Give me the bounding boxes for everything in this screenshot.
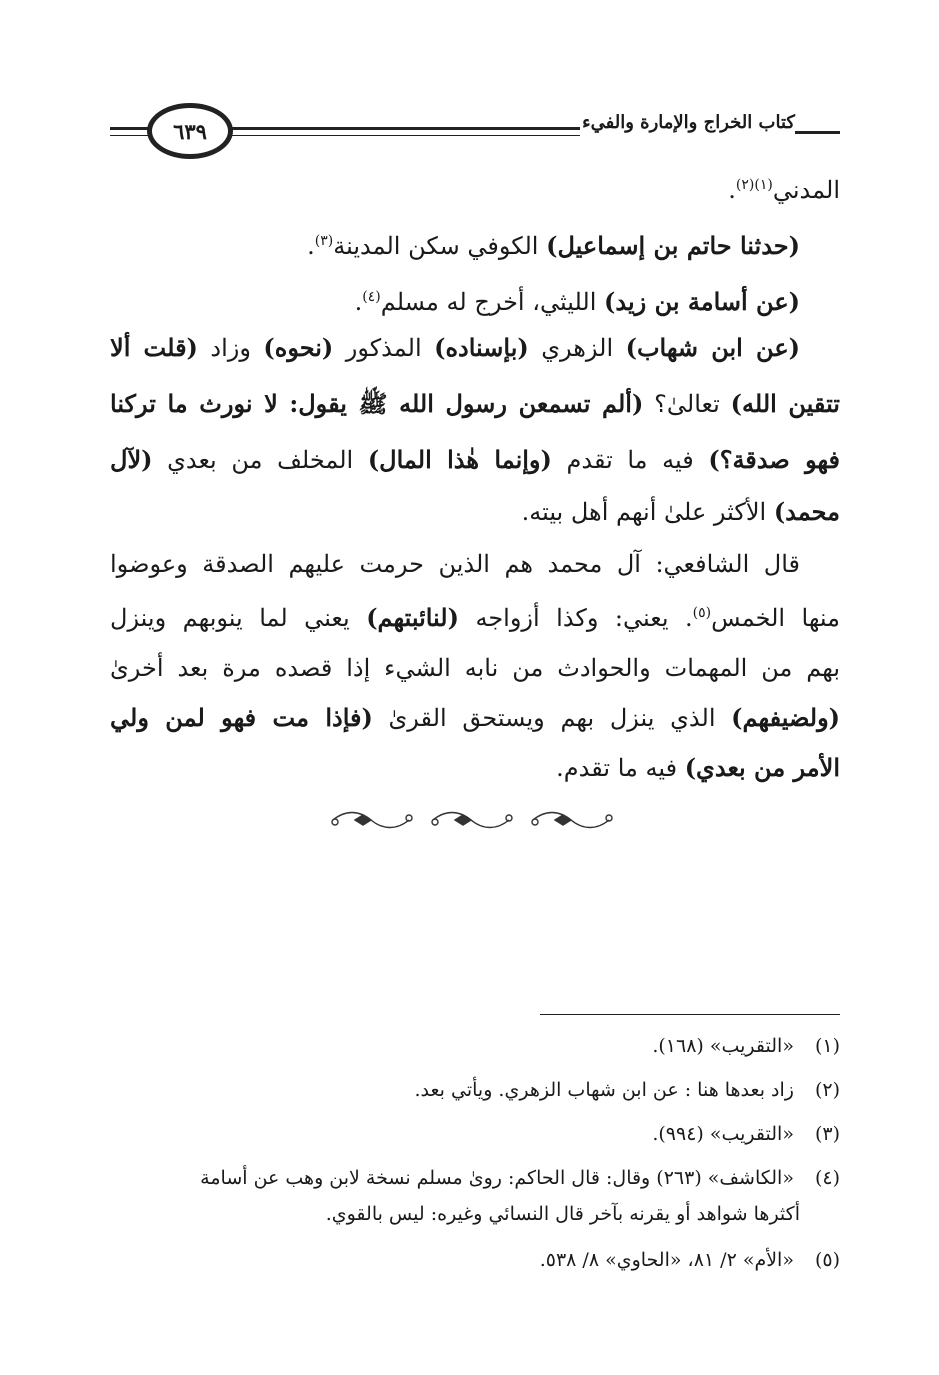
text-run: . يعني: وكذا أزواجه (458, 604, 693, 632)
bold-run: (قلت ألا (110, 333, 198, 362)
footnote-2 (110, 1074, 840, 1106)
text-line-9 (110, 590, 840, 646)
footnote-number: (٢) (814, 1079, 840, 1101)
text-run: قال الشافعي: آل محمد هم الذين حرمت عليهم الصدقة وعوضوا (110, 550, 800, 578)
text-line-2 (110, 218, 840, 274)
text-line-5 (110, 376, 840, 432)
text-run: الأكثر علىٰ أنهم أهل بيته. (521, 498, 774, 526)
ornament-unit (332, 813, 412, 828)
text-run: . (307, 232, 315, 260)
ornament-unit (532, 813, 612, 828)
bold-run: فهو صدقة؟) (708, 445, 841, 474)
footnote-separator (540, 1014, 840, 1015)
bold-run: (ألم تسمعن رسول الله ﷺ يقول: لا نورث ما تركنا (110, 389, 644, 418)
footnote-text: زاد بعدها هنا : عن ابن شهاب الزهري. ويأتي بعد. (414, 1079, 794, 1101)
bold-run: الأمر من بعدي) (684, 753, 840, 782)
text-run: يعني لما ينوبهم وينزل (110, 604, 367, 632)
footnote-ref: (٤) (362, 289, 381, 305)
section-end-ornament (325, 806, 625, 834)
text-run: . (728, 176, 736, 204)
bold-run: (بإسناده) (434, 333, 529, 362)
text-line-12 (110, 740, 840, 796)
footnote-1 (110, 1030, 840, 1062)
ornament-unit (432, 813, 512, 828)
text-line-7 (110, 484, 840, 540)
text-line-6 (110, 432, 840, 488)
text-run: الزهري (528, 334, 626, 362)
footnote-text: «الكاشف» (٢٦٣) وقال: قال الحاكم: روىٰ مسلم نسخة لابن وهب عن أسامة (200, 1167, 794, 1189)
footnote-text: أكثرها شواهد أو يقرنه بآخر قال النسائي وغيره: ليس بالقوي. (325, 1203, 800, 1225)
bold-run: (وإنما هٰذا المال) (367, 445, 552, 474)
text-run: . (354, 288, 363, 316)
page-number: ٦٣٩ (173, 118, 207, 144)
text-run: المخلف من بعدي (152, 446, 368, 474)
text-run: المدني (772, 176, 840, 204)
bold-run: (عن ابن شهاب) (625, 333, 800, 362)
running-head-title: كتاب الخراج والإمارة والفيء (582, 112, 795, 133)
text-run: الليثي، أخرج له مسلم (380, 288, 604, 316)
text-line-1 (110, 162, 840, 218)
header-rule-right (795, 131, 840, 134)
footnote-text: «الأم» ٢/ ٨١، «الحاوي» ٨/ ٥٣٨. (539, 1249, 794, 1271)
bold-run: (لنائبتهم) (366, 603, 459, 632)
text-run: فيه ما تقدم (551, 446, 709, 474)
footnote-number: (٣) (814, 1123, 840, 1145)
footnote-number: (٤) (814, 1167, 840, 1189)
text-line-11 (110, 690, 840, 746)
text-line-8 (110, 536, 840, 592)
footnote-number: (١) (814, 1035, 840, 1057)
bold-run: (لآل (110, 445, 153, 474)
text-run: وزاد (197, 334, 264, 362)
footnote-3 (110, 1118, 840, 1150)
text-line-10 (110, 640, 840, 696)
bold-run: (فإذا مت فهو لمن ولي (110, 703, 373, 732)
footnote-5 (110, 1244, 840, 1276)
page-number-badge (147, 103, 233, 159)
bold-run: (نحوه) (263, 333, 334, 362)
bold-run: تتقين الله) (730, 389, 840, 418)
bold-run: (عن أسامة بن زيد) (604, 287, 800, 316)
bold-run: محمد) (773, 497, 840, 526)
text-run: منها الخمس (711, 604, 841, 632)
bold-run: (حدثنا حاتم بن إسماعيل) (546, 231, 800, 260)
header-rule-thin (225, 135, 580, 136)
footnote-text: «التقريب» (٩٩٤). (652, 1123, 794, 1145)
text-run: الذي ينزل بهم ويستحق القرىٰ (372, 704, 732, 732)
footnote-ref: (٣) (314, 233, 334, 249)
bold-run: (ولضيفهم) (731, 703, 841, 732)
footnote-ref: (٥) (692, 605, 712, 621)
text-run: تعالىٰ؟ (643, 390, 731, 418)
footnote-number: (٥) (814, 1249, 840, 1271)
text-run: فيه ما تقدم. (556, 754, 685, 782)
text-run: بهم من المهمات والحوادث من نابه الشيء إذا قصده مرة بعد أخرىٰ (110, 654, 840, 682)
header-rule (225, 127, 580, 130)
footnote-text: «التقريب» (١٦٨). (652, 1035, 794, 1057)
text-run: المذكور (333, 334, 435, 362)
text-line-4 (110, 320, 840, 376)
footnote-4 (110, 1162, 840, 1194)
footnote-ref: (١)(٢) (735, 177, 773, 193)
text-run: الكوفي سكن المدينة (333, 232, 547, 260)
footnote-4-continued (110, 1198, 840, 1230)
